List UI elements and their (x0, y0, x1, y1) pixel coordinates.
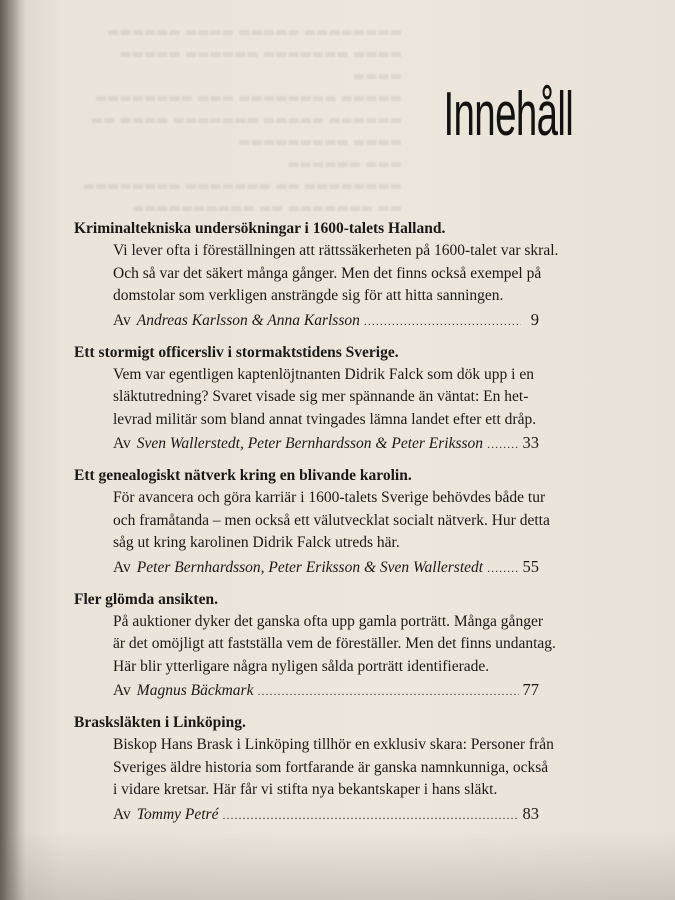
entry-authors: Sven Wallerstedt, Peter Bernhardsson & Peter Eriksson (136, 435, 484, 452)
toc-entry[interactable] (74, 218, 559, 333)
entry-authors: Magnus Bäckmark (136, 682, 254, 699)
page-number: 33 (522, 433, 539, 452)
dot-leader (487, 433, 518, 456)
page-number: 83 (522, 803, 539, 823)
toc-entry[interactable] (74, 712, 554, 827)
dot-leader (222, 804, 518, 827)
byline (113, 308, 539, 333)
toc-entry[interactable] (74, 589, 556, 704)
entry-authors: Peter Bernhardsson, Peter Eriksson & Sven Wallerstedt (136, 558, 484, 576)
byline (113, 431, 539, 456)
summary-line: Och så var det säkert många gånger. Men det finns också exempel på (113, 264, 542, 282)
entry-title: Fler glömda ansikten. (74, 590, 218, 608)
entry-title: Brasksläkten i Linköping. (74, 714, 246, 731)
summary-line: Biskop Hans Brask i Linköping tillhör en exklusiv skara: Personer från (113, 736, 554, 753)
page-number: 9 (530, 309, 539, 329)
toc-entry[interactable] (74, 342, 539, 457)
table-of-contents (74, 218, 559, 836)
summary-line: släktutredning? Svaret visade sig mer spännande än väntat: En het- (113, 388, 529, 405)
dot-leader (364, 310, 521, 333)
summary-line: domstolar som verkligen ansträngde sig för att hitta sanningen. (113, 287, 504, 304)
entry-summary (113, 364, 539, 457)
entry-title: Ett stormigt officersliv i stormaktstidens Sverige. (74, 343, 399, 361)
summary-line: För avancera och göra karriär i 1600-talets Sverige behövdes både tur (113, 489, 546, 506)
toc-entry[interactable] (74, 465, 550, 580)
entry-summary (113, 734, 554, 827)
page-title: Innehåll (443, 79, 573, 149)
byline-prefix: Av (113, 311, 131, 329)
summary-line: Sveriges äldre historia som fortfarande är ganska namnkunniga, också (113, 758, 549, 776)
byline-prefix: Av (113, 805, 131, 823)
entry-summary (113, 487, 550, 580)
page-number: 77 (522, 680, 539, 699)
dot-leader (257, 680, 518, 703)
summary-line: i vidare kretsar. Här får vi stifta nya bekantskaper i hans släkt. (113, 781, 498, 798)
summary-line: levrad militär som bland annat tvingades lämna landet efter ett dråp. (113, 410, 537, 428)
entry-title: Kriminaltekniska undersökningar i 1600-talets Halland. (74, 220, 446, 237)
summary-line: Här blir ytterligare några nyligen sålda porträtt identifierade. (113, 657, 490, 675)
entry-title: Ett genealogiskt nätverk kring en blivande karolin. (74, 467, 412, 484)
entry-summary (113, 611, 556, 704)
entry-summary (113, 240, 559, 333)
dot-leader (487, 557, 518, 580)
summary-line: och framåtanda – men också ett välutvecklat socialt nätverk. Hur detta (113, 511, 550, 529)
entry-authors: Tommy Petré (136, 805, 219, 823)
byline (113, 555, 539, 580)
summary-line: På auktioner dyker det ganska ofta upp gamla porträtt. Många gånger (113, 612, 543, 630)
byline (113, 802, 539, 827)
byline-prefix: Av (113, 435, 131, 452)
page-number: 55 (522, 556, 539, 576)
summary-line: såg ut kring karolinen Didrik Falck utreds här. (113, 534, 400, 551)
summary-line: är det omöjligt att fastställa vem de föreställer. Men det finns undantag. (113, 635, 556, 652)
bleed-through-text: ▬▬▬▬▬▬▬▬ ▬▬▬▬▬ ▬▬▬▬ ▬▬▬▬▬▬ ▬▬▬▬ ▬▬▬▬▬▬▬ ▬▬▬▬▬▬ ▬▬▬▬▬ ▬▬▬▬ ▬▬▬▬▬ ▬▬▬▬▬▬▬▬ ▬▬▬ ▬▬▬▬▬▬▬▬ ▬▬▬▬▬▬ ▬▬▬▬▬ ▬▬▬▬▬▬▬ ▬▬▬▬ ▬▬ ▬▬▬▬ ▬▬▬▬▬▬▬▬▬ ▬▬▬ ▬▬▬▬▬▬ ▬▬▬▬▬▬▬▬ ▬▬ ▬▬▬▬▬▬▬ ▬▬▬▬▬▬▬▬ ▬▬ ▬▬▬▬▬▬▬ ▬▬ ▬▬▬▬▬▬▬▬▬▬ (82, 25, 402, 216)
entry-authors: Andreas Karlsson & Anna Karlsson (136, 311, 360, 329)
summary-line: Vem var egentligen kaptenlöjtnanten Didrik Falck som dök upp i en (113, 365, 534, 383)
byline-prefix: Av (113, 682, 131, 699)
summary-line: Vi lever ofta i föreställningen att rättssäkerheten på 1600-talet var skral. (113, 242, 559, 259)
byline (113, 678, 539, 703)
byline-prefix: Av (113, 558, 131, 576)
